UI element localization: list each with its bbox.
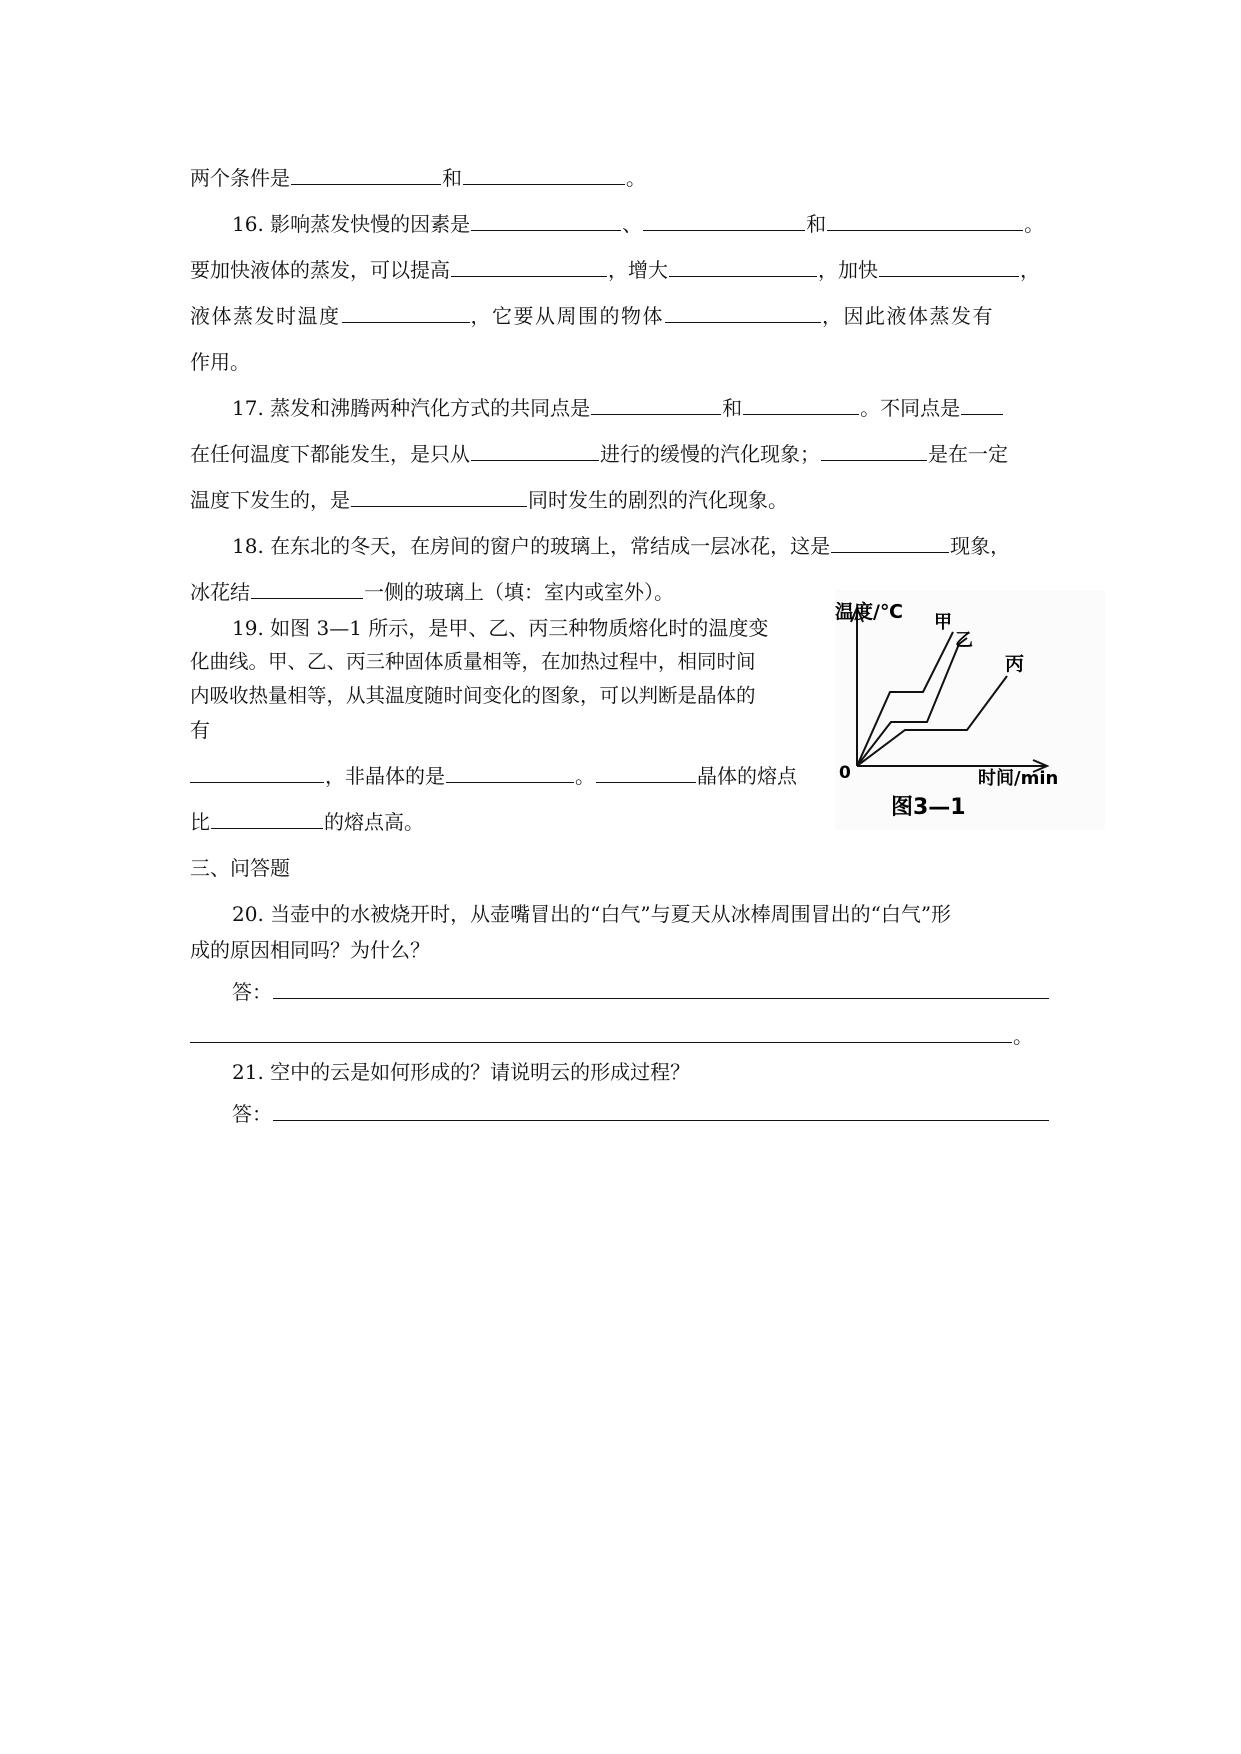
answer-blank[interactable] [273, 1100, 1049, 1121]
blank[interactable] [451, 256, 607, 277]
q20-line1: 20. 当壶中的水被烧开时，从壶嘴冒出的“白气”与夏天从冰棒周围冒出的“白气”形 [232, 902, 952, 926]
blank[interactable] [591, 394, 721, 415]
blank[interactable] [669, 256, 817, 277]
blank[interactable] [190, 762, 324, 783]
answer-blank[interactable] [190, 1022, 1012, 1043]
blank[interactable] [446, 762, 574, 783]
q19-line2: 化曲线。甲、乙、丙三种固体质量相等，在加热过程中，相同时间 [190, 650, 756, 673]
q17-line1: 17. 蒸发和沸腾两种汽化方式的共同点是 和 。不同点是 [232, 394, 1004, 422]
blank[interactable] [351, 486, 527, 507]
blank[interactable] [471, 440, 599, 461]
label-jia: 甲 [934, 612, 952, 633]
q17-line3: 温度下发生的，是 同时发生的剧烈的汽化现象。 [190, 488, 788, 512]
blank[interactable] [342, 302, 470, 323]
q21-answer: 答： [232, 1100, 1050, 1128]
blank[interactable] [961, 394, 1003, 415]
melting-curve-chart [835, 590, 1105, 830]
blank[interactable] [665, 302, 821, 323]
blank[interactable] [821, 440, 927, 461]
blank[interactable] [743, 394, 859, 415]
figure-caption: 图3—1 [891, 795, 966, 820]
section-3-title: 三、问答题 [190, 856, 290, 880]
blank[interactable] [291, 164, 441, 185]
q18-line2: 冰花结 一侧的玻璃上（填：室内或室外）。 [190, 580, 674, 604]
figure-3-1 [835, 590, 1105, 830]
label-yi: 乙 [955, 630, 973, 651]
blank[interactable] [251, 578, 363, 599]
q19-line5: ，非晶体的是 。 晶体的熔点 [190, 762, 797, 790]
q17-line2: 在任何温度下都能发生，是只从 进行的缓慢的汽化现象； 是在一定 [190, 442, 1008, 466]
y-axis-label: 温度/℃ [835, 601, 903, 623]
q19-line4: 有 [190, 718, 210, 742]
q16-line4: 作用。 [190, 350, 250, 374]
q19-line6: 比 的熔点高。 [190, 810, 424, 834]
q16-line3: 液体蒸发时温度 ，它要从周围的物体 ，因此液体蒸发有 [190, 304, 994, 328]
blank[interactable] [831, 532, 949, 553]
figure-background [835, 590, 1105, 830]
blank[interactable] [827, 210, 1023, 231]
blank[interactable] [463, 164, 625, 185]
blank[interactable] [879, 256, 1019, 277]
q19-line3: 内吸收热量相等，从其温度随时间变化的图象，可以判断是晶体的 [190, 684, 756, 707]
q19-line1: 19. 如图 3—1 所示，是甲、乙、丙三种物质熔化时的温度变 [232, 616, 769, 640]
x-axis-label: 时间/min [978, 768, 1059, 789]
q21-line1: 21. 空中的云是如何形成的？请说明云的形成过程？ [232, 1060, 691, 1084]
label-bing: 丙 [1005, 653, 1025, 675]
q20-answer: 答： [232, 978, 1050, 1006]
answer-blank[interactable] [273, 978, 1049, 999]
q20-answer-line2: 。 [190, 1022, 1033, 1050]
q20-line2: 成的原因相同吗？为什么？ [190, 938, 430, 962]
blank[interactable] [211, 808, 323, 829]
q16-line1: 16. 影响蒸发快慢的因素是 、 和 。 [232, 212, 1045, 236]
q15-line1: 两个条件是 和 。 [190, 166, 646, 190]
blank[interactable] [596, 762, 696, 783]
blank[interactable] [471, 210, 621, 231]
q18-line1: 18. 在东北的冬天，在房间的窗户的玻璃上，常结成一层冰花，这是 现象， [232, 534, 1011, 558]
blank[interactable] [643, 210, 805, 231]
q16-line2: 要加快液体的蒸发，可以提高 ，增大 ，加快 ， [190, 258, 1040, 282]
origin-label: 0 [839, 763, 851, 783]
